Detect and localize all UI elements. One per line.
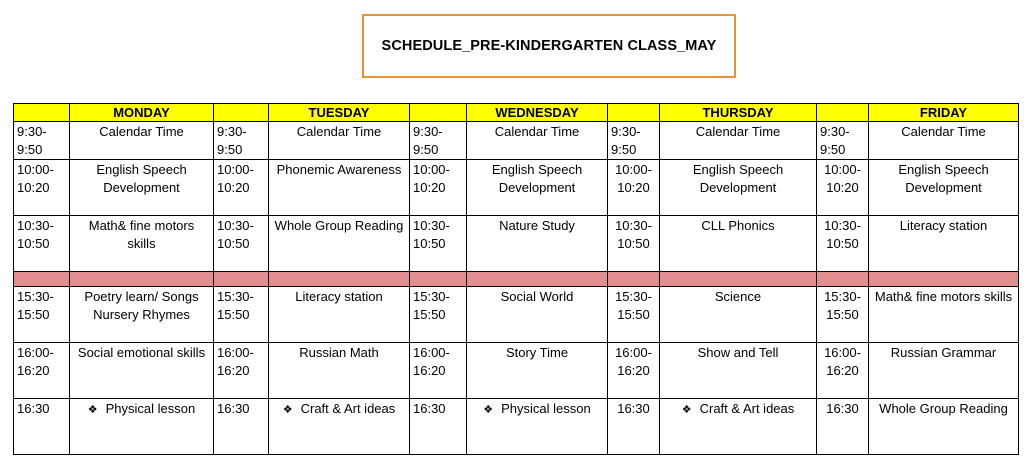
activity-cell bbox=[467, 399, 608, 455]
time-cell: 16:30 bbox=[214, 399, 269, 455]
page-title: SCHEDULE_PRE-KINDERGARTEN CLASS_MAY bbox=[381, 38, 717, 54]
time-cell: 16:30 bbox=[608, 399, 660, 455]
activity-cell: Story Time bbox=[467, 343, 608, 399]
break-cell bbox=[269, 272, 410, 287]
activity-cell: English Speech Development bbox=[70, 160, 214, 216]
break-cell bbox=[660, 272, 817, 287]
activity-cell: Russian Grammar bbox=[869, 343, 1019, 399]
activity-cell: Science bbox=[660, 287, 817, 343]
table-row bbox=[14, 216, 1019, 272]
activity-cell: Poetry learn/ Songs Nursery Rhymes bbox=[70, 287, 214, 343]
activity-cell bbox=[269, 399, 410, 455]
header-time-cell bbox=[214, 104, 269, 122]
header-time-cell bbox=[410, 104, 467, 122]
activity-text: Physical lesson bbox=[105, 401, 196, 416]
activity-text: Craft & Art ideas bbox=[699, 401, 795, 416]
time-cell: 16:30 bbox=[817, 399, 869, 455]
day-header-monday: MONDAY bbox=[70, 104, 214, 122]
time-cell: 10:00-10:20 bbox=[214, 160, 269, 216]
activity-cell: Phonemic Awareness bbox=[269, 160, 410, 216]
time-cell: 15:30-15:50 bbox=[14, 287, 70, 343]
header-time-cell bbox=[817, 104, 869, 122]
activity-cell: Social World bbox=[467, 287, 608, 343]
activity-cell: Russian Math bbox=[269, 343, 410, 399]
day-header-tuesday: TUESDAY bbox=[269, 104, 410, 122]
schedule-table bbox=[13, 103, 1019, 455]
time-cell: 15:30-15:50 bbox=[214, 287, 269, 343]
activity-text: Physical lesson bbox=[501, 401, 591, 416]
header-time-cell bbox=[14, 104, 70, 122]
time-cell: 15:30-15:50 bbox=[817, 287, 869, 343]
diamond-bullet-icon: ❖ bbox=[87, 404, 98, 416]
diamond-bullet-icon: ❖ bbox=[681, 404, 692, 416]
time-cell: 10:30-10:50 bbox=[410, 216, 467, 272]
time-cell: 10:30-10:50 bbox=[608, 216, 660, 272]
activity-cell: English Speech Development bbox=[869, 160, 1019, 216]
activity-cell: Nature Study bbox=[467, 216, 608, 272]
activity-cell: Calendar Time bbox=[869, 122, 1019, 160]
day-header-wednesday: WEDNESDAY bbox=[467, 104, 608, 122]
activity-text: Craft & Art ideas bbox=[300, 401, 396, 416]
time-cell: 16:00-16:20 bbox=[410, 343, 467, 399]
activity-cell: Math& fine motors skills bbox=[869, 287, 1019, 343]
time-cell: 10:00-10:20 bbox=[608, 160, 660, 216]
schedule-title-box bbox=[362, 14, 736, 78]
time-cell: 16:00-16:20 bbox=[608, 343, 660, 399]
time-cell: 10:30-10:50 bbox=[214, 216, 269, 272]
break-cell bbox=[608, 272, 660, 287]
activity-cell: Whole Group Reading bbox=[869, 399, 1019, 455]
day-header-friday: FRIDAY bbox=[869, 104, 1019, 122]
break-cell bbox=[70, 272, 214, 287]
time-cell: 16:00-16:20 bbox=[817, 343, 869, 399]
break-cell bbox=[410, 272, 467, 287]
table-row bbox=[14, 160, 1019, 216]
table-row bbox=[14, 287, 1019, 343]
activity-cell: Calendar Time bbox=[660, 122, 817, 160]
break-cell bbox=[14, 272, 70, 287]
day-header-row bbox=[14, 104, 1019, 122]
time-cell: 10:00-10:20 bbox=[817, 160, 869, 216]
activity-cell: English Speech Development bbox=[660, 160, 817, 216]
activity-cell bbox=[660, 399, 817, 455]
break-cell bbox=[817, 272, 869, 287]
time-cell: 9:30-9:50 bbox=[14, 122, 70, 160]
table-row bbox=[14, 399, 1019, 455]
activity-cell bbox=[70, 399, 214, 455]
activity-cell: Show and Tell bbox=[660, 343, 817, 399]
time-cell: 9:30-9:50 bbox=[214, 122, 269, 160]
time-cell: 15:30-15:50 bbox=[410, 287, 467, 343]
activity-cell: Literacy station bbox=[269, 287, 410, 343]
activity-cell: Social emotional skills bbox=[70, 343, 214, 399]
activity-cell: Math& fine motors skills bbox=[70, 216, 214, 272]
break-row bbox=[14, 272, 1019, 287]
activity-cell: Whole Group Reading bbox=[269, 216, 410, 272]
time-cell: 16:00-16:20 bbox=[214, 343, 269, 399]
table-row bbox=[14, 122, 1019, 160]
activity-cell: Calendar Time bbox=[70, 122, 214, 160]
break-cell bbox=[214, 272, 269, 287]
activity-cell: English Speech Development bbox=[467, 160, 608, 216]
time-cell: 10:00-10:20 bbox=[14, 160, 70, 216]
activity-cell: CLL Phonics bbox=[660, 216, 817, 272]
header-time-cell bbox=[608, 104, 660, 122]
break-cell bbox=[869, 272, 1019, 287]
time-cell: 15:30-15:50 bbox=[608, 287, 660, 343]
diamond-bullet-icon: ❖ bbox=[483, 404, 494, 416]
table-row bbox=[14, 343, 1019, 399]
activity-cell: Literacy station bbox=[869, 216, 1019, 272]
time-cell: 10:30-10:50 bbox=[14, 216, 70, 272]
time-cell: 16:30 bbox=[14, 399, 70, 455]
time-cell: 16:30 bbox=[410, 399, 467, 455]
diamond-bullet-icon: ❖ bbox=[282, 404, 293, 416]
time-cell: 9:30-9:50 bbox=[817, 122, 869, 160]
activity-cell: Calendar Time bbox=[467, 122, 608, 160]
activity-cell: Calendar Time bbox=[269, 122, 410, 160]
time-cell: 9:30-9:50 bbox=[608, 122, 660, 160]
time-cell: 9:30-9:50 bbox=[410, 122, 467, 160]
break-cell bbox=[467, 272, 608, 287]
time-cell: 10:00-10:20 bbox=[410, 160, 467, 216]
time-cell: 10:30-10:50 bbox=[817, 216, 869, 272]
day-header-thursday: THURSDAY bbox=[660, 104, 817, 122]
time-cell: 16:00-16:20 bbox=[14, 343, 70, 399]
